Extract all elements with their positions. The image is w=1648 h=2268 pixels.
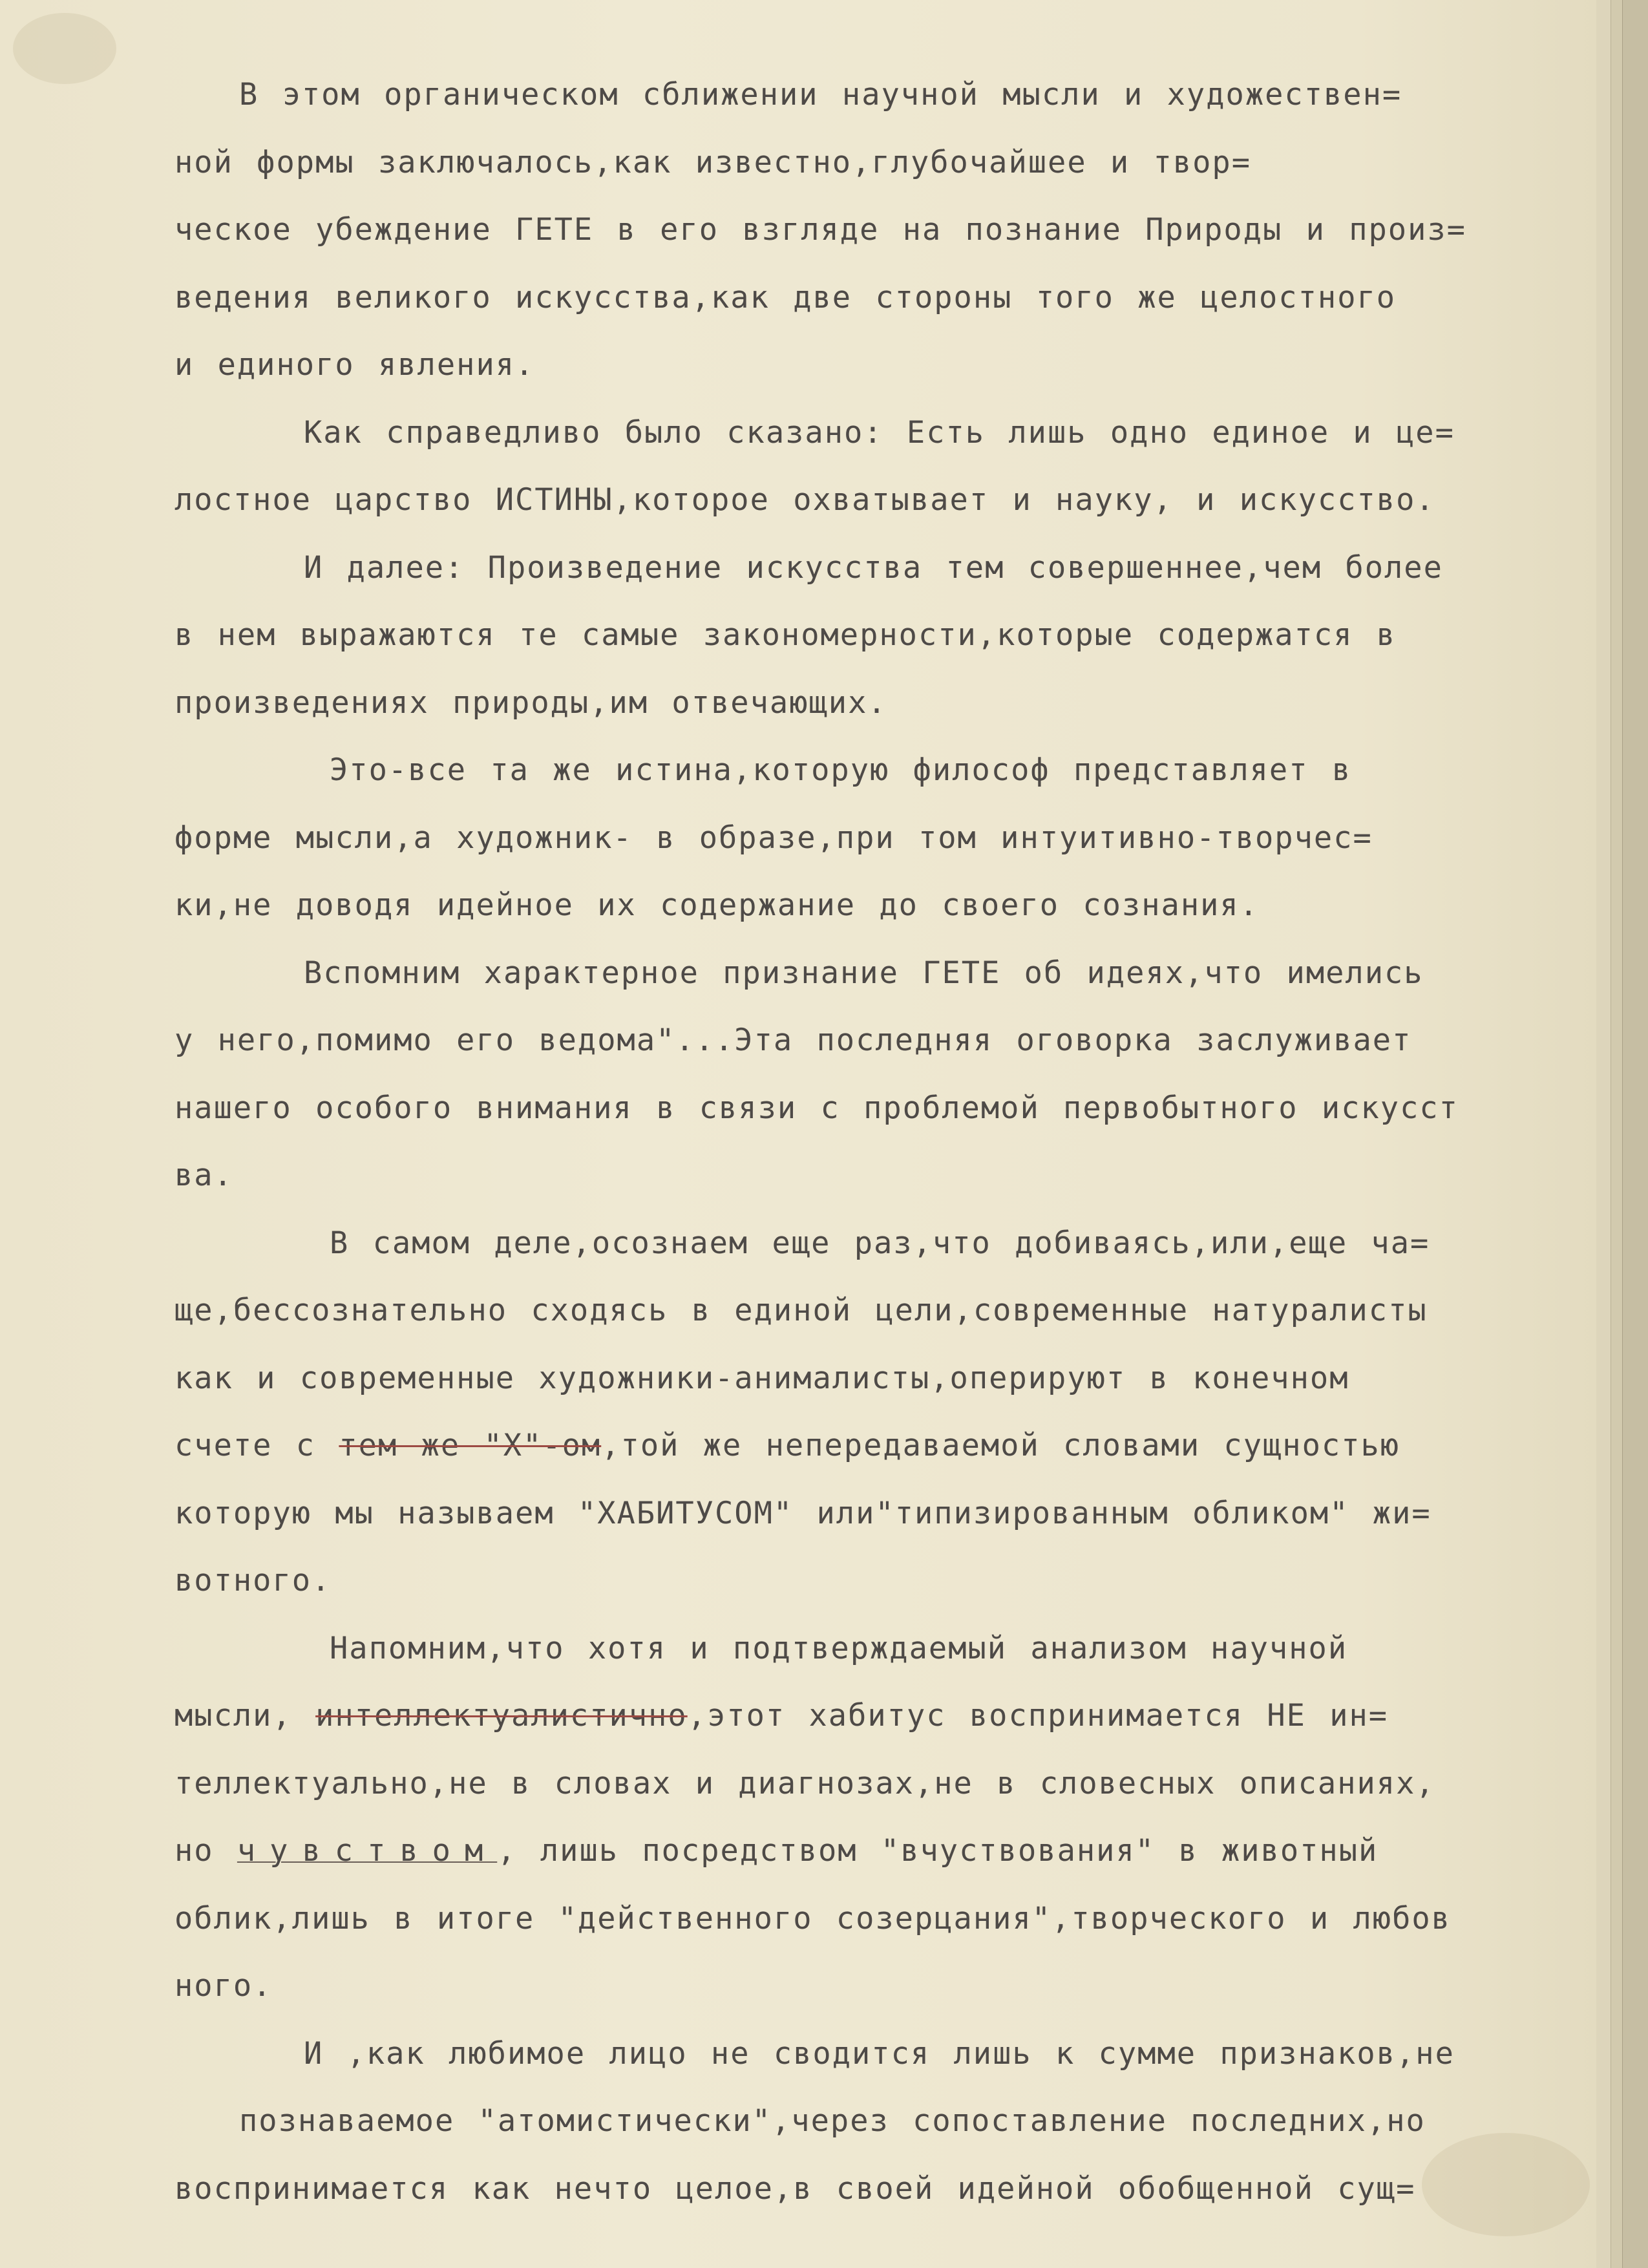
line-text: ведения великого искусства,как две стороны того же целостного — [174, 279, 1397, 315]
line-text: как и современные художники-анималисты,оперируют в конечном — [174, 1360, 1349, 1396]
line-text: познаваемое "атомистически",через сопоставление последних,но — [239, 2103, 1426, 2139]
line-text: вотного. — [174, 1563, 332, 1598]
text-line — [174, 399, 1570, 467]
line-text: мысли, — [174, 1698, 292, 1733]
line-text: форме мысли,а художник- в образе,при том интуитивно-творчес= — [174, 820, 1373, 856]
text-line — [174, 1412, 1570, 1480]
typewritten-text — [174, 61, 1570, 2223]
text-line — [174, 1142, 1570, 1210]
text-line — [174, 1277, 1570, 1345]
text-line — [174, 129, 1570, 197]
struck-out-text: тем же "Х"-ом — [339, 1428, 602, 1463]
line-text: в нем выражаются те самые закономерности,которые содержатся в — [174, 617, 1397, 653]
page-edge — [1596, 0, 1611, 2268]
text-line — [174, 196, 1570, 264]
line-text: воспринимается как нечто целое,в своей идейной обобщенной сущ= — [174, 2170, 1416, 2207]
line-text: ческое убеждение ГЕТЕ в его взгляде на познание Природы и произ= — [174, 212, 1466, 248]
line-text: И ,как любимое лицо не сводится лишь к сумме признаков,не — [304, 2035, 1455, 2072]
text-line — [174, 2020, 1570, 2088]
line-text: и единого явления. — [174, 347, 535, 383]
line-text: произведениях природы,им отвечающих. — [174, 684, 887, 721]
text-line — [174, 1885, 1570, 1953]
page-edge — [1622, 0, 1648, 2268]
text-line — [174, 1547, 1570, 1615]
text-line — [174, 670, 1570, 737]
text-line — [174, 805, 1570, 873]
line-text: Как справедливо было сказано: Есть лишь одно единое и це= — [304, 414, 1455, 450]
text-line — [174, 535, 1570, 602]
text-line — [174, 872, 1570, 940]
emphasized-text: чувством — [237, 1833, 498, 1869]
line-text: ки,не доводя идейное их содержание до своего сознания. — [174, 887, 1260, 923]
text-line — [174, 1750, 1570, 1818]
text-line — [174, 2156, 1570, 2223]
text-line — [174, 1007, 1570, 1075]
line-text: ще,бессознательно сходясь в единой цели,современные натуралисты — [174, 1293, 1428, 1328]
line-text: Напомним,что хотя и подтверждаемый анализом научной — [330, 1630, 1348, 1666]
text-line — [174, 332, 1570, 399]
text-line — [174, 1682, 1570, 1750]
line-text: ной формы заключалось,как известно,глубочайшее и твор= — [174, 144, 1252, 180]
line-text: ного. — [174, 1968, 273, 2004]
line-text: лостное царство ИСТИНЫ,которое охватывает и науку, и искусство. — [174, 482, 1435, 518]
line-text-continued: ,этот хабитус воспринимается НЕ ин= — [687, 1698, 1389, 1733]
paper-stain — [13, 13, 116, 84]
line-text: И далее: Произведение искусства тем совершеннее,чем более — [304, 549, 1443, 586]
text-line — [174, 940, 1570, 1008]
line-text: ва. — [174, 1158, 233, 1193]
text-line — [174, 264, 1570, 332]
text-line — [174, 1615, 1570, 1683]
line-text: у него,помимо его ведома"...Эта последняя оговорка заслуживает — [174, 1023, 1412, 1058]
line-text: облик,лишь в итоге "действенного созерцания",творческого и любов — [174, 1900, 1451, 1936]
text-line — [174, 467, 1570, 535]
line-text: счете с — [174, 1428, 316, 1463]
text-line — [174, 1818, 1570, 1885]
line-text: Вспомним характерное признание ГЕТЕ об идеях,что имелись — [304, 955, 1424, 991]
text-line — [174, 602, 1570, 670]
struck-out-text: интеллектуалистично — [315, 1698, 688, 1733]
line-text-continued: , лишь посредством "вчуствования" в животный — [497, 1833, 1379, 1869]
page-edge — [1611, 0, 1623, 2268]
line-text: теллектуально,не в словах и диагнозах,не в словесных описаниях, — [174, 1765, 1435, 1801]
text-line — [174, 1345, 1570, 1413]
line-text: которую мы называем "ХАБИТУСОМ" или"типизированным обликом" жи= — [174, 1495, 1431, 1531]
text-line — [174, 2088, 1570, 2156]
text-line — [174, 61, 1570, 129]
line-text: В этом органическом сближении научной мысли и художествен= — [239, 77, 1402, 112]
text-line — [174, 737, 1570, 805]
text-line — [174, 1075, 1570, 1143]
line-text: В самом деле,осознаем еще раз,что добиваясь,или,еще ча= — [330, 1225, 1430, 1261]
text-line — [174, 1953, 1570, 2020]
line-text: нашего особого внимания в связи с проблемой первобытного искусст — [174, 1090, 1459, 1126]
text-line — [174, 1480, 1570, 1548]
text-line — [174, 1210, 1570, 1278]
line-text: но — [174, 1833, 214, 1869]
line-text: Это-все та же истина,которую философ представляет в — [330, 752, 1352, 788]
line-text-continued: ,той же непередаваемой словами сущностью — [601, 1428, 1400, 1463]
